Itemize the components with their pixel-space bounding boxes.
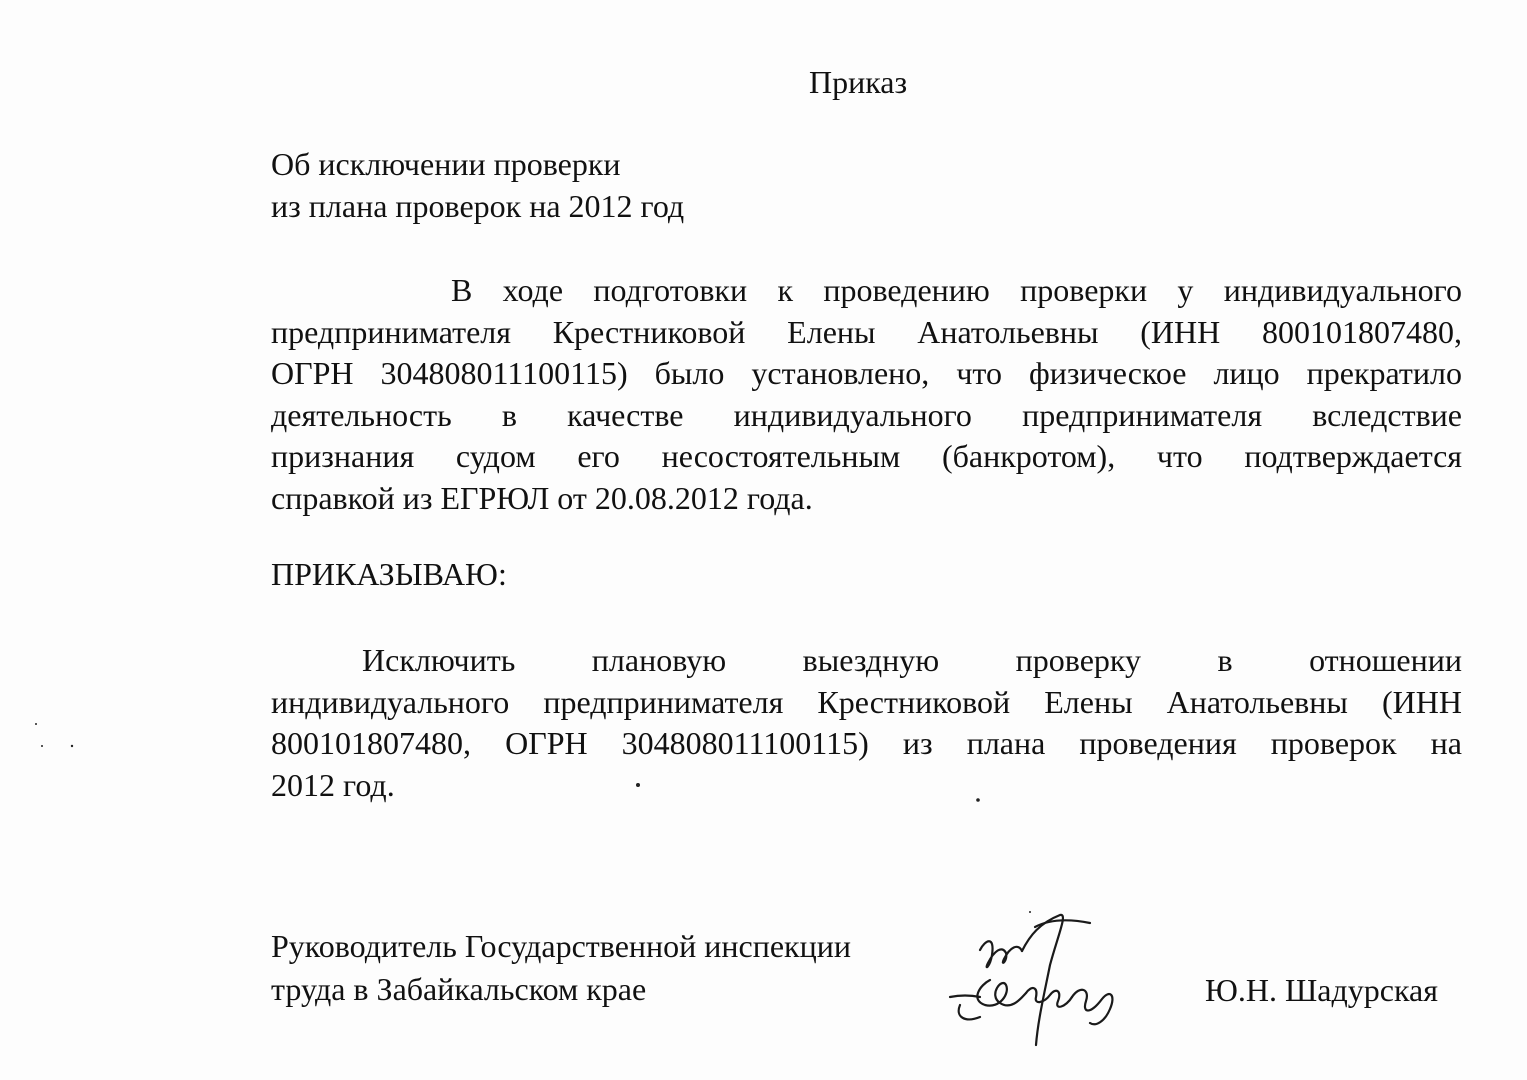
order-paragraph (271, 640, 1462, 806)
body-line: предпринимателя Крестниковой Елены Анатольевны (ИНН 800101807480, (271, 313, 1462, 350)
signer-position (271, 925, 851, 1011)
subject-line-2: из плана проверок на 2012 год (271, 188, 685, 224)
signer-position-line-2: труда в Забайкальском крае (271, 971, 647, 1007)
document-subject (271, 143, 684, 227)
body-line: справкой из ЕГРЮЛ от 20.08.2012 года. (271, 479, 813, 516)
body-line: В ходе подготовки к проведению проверки у индивидуального (451, 272, 1462, 308)
signer-name: Ю.Н. Шадурская (1205, 972, 1438, 1008)
document-title: Приказ (809, 64, 908, 100)
body-line: деятельность в качестве индивидуального предпринимателя вследствие (271, 396, 1462, 433)
body-line: ОГРН 304808011100115) было установлено, что физическое лицо прекратило (271, 355, 1462, 391)
order-line: индивидуального предпринимателя Крестниковой Елены Анатольевны (ИНН (271, 683, 1462, 720)
signer-position-line-1: Руководитель Государственной инспекции (271, 928, 851, 964)
body-paragraph (271, 270, 1462, 519)
subject-line-1: Об исключении проверки (271, 146, 621, 182)
handwritten-signature (940, 905, 1140, 1055)
body-line: признания судом его несостоятельным (банкротом), что подтверждается (271, 438, 1462, 474)
order-line: Исключить плановую выездную проверку в отношении (362, 642, 1462, 678)
order-line: 2012 год. (271, 766, 395, 803)
order-heading: ПРИКАЗЫВАЮ: (271, 556, 507, 592)
order-line: 800101807480, ОГРН 304808011100115) из плана проведения проверок на (271, 725, 1462, 761)
